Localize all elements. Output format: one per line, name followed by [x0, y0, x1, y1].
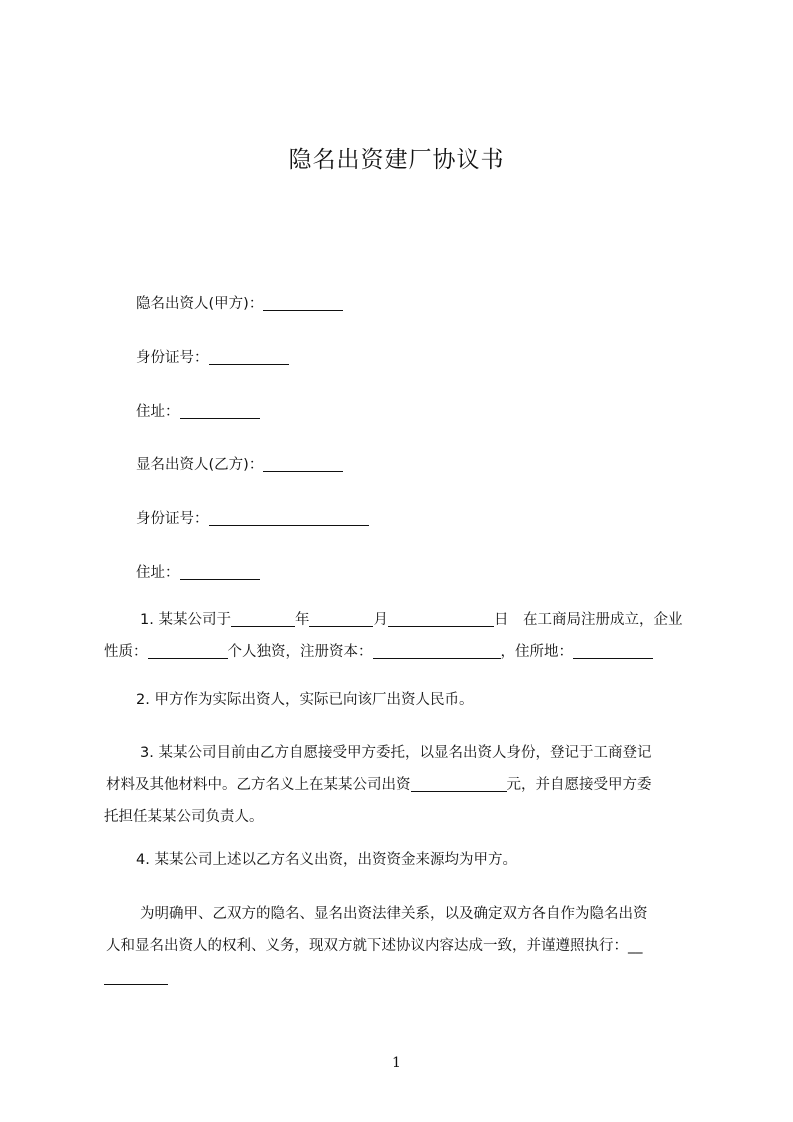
- party-a-id-label: 身份证号：: [136, 350, 209, 366]
- clause-1-text-a: 1. 某某公司于: [140, 612, 231, 628]
- year-label: 年: [294, 612, 310, 628]
- nature-label: 性质：: [104, 644, 148, 660]
- party-a-address-blank[interactable]: [180, 403, 260, 419]
- clause-2: [104, 684, 714, 716]
- party-b-address-label: 住址：: [136, 565, 180, 581]
- capital-label: 个人独资，注册资本：: [227, 644, 373, 660]
- clause-3-text-b: 材料及其他材料中。乙方名义上在某某公司出资: [106, 777, 411, 793]
- residence-blank[interactable]: [573, 643, 653, 659]
- clause-3: [104, 737, 714, 833]
- party-b-label: 显名出资人(乙方)：: [136, 457, 264, 473]
- clause-1-row-1: [104, 604, 714, 636]
- clause-4-text: 4. 某某公司上述以乙方名义出资，出资资金来源均为甲方。: [136, 852, 517, 868]
- clause-1-text-d: 日 在工商局注册成立，企业: [493, 612, 683, 628]
- year-blank[interactable]: [231, 611, 295, 627]
- month-label: 月: [373, 612, 388, 628]
- clause-3-text-c: 元，并自愿接受甲方委: [506, 777, 652, 793]
- capital-blank[interactable]: [373, 643, 501, 659]
- closing-row-2: 人和显名出资人的权利、义务，现双方就下述协议内容达成一致，并谨遵照执行：__: [106, 938, 643, 954]
- party-b-name-blank[interactable]: [263, 456, 343, 472]
- party-a-name-blank[interactable]: [263, 295, 343, 311]
- page-number: 1: [392, 1055, 401, 1071]
- contribution-blank[interactable]: [411, 776, 507, 792]
- party-a-address-label: 住址：: [136, 404, 180, 420]
- closing-row-1: 为明确甲、乙双方的隐名、显名出资法律关系，以及确定双方各自作为隐名出资: [140, 906, 648, 922]
- party-b-id-label: 身份证号：: [136, 511, 209, 527]
- clause-2-text: 2. 甲方作为实际出资人，实际已向该厂出资人民币。: [136, 692, 474, 708]
- closing-row-3: [104, 962, 714, 994]
- day-blank[interactable]: [388, 611, 494, 627]
- clause-3-row-2: [104, 769, 714, 801]
- document-title: 隐名出资建厂协议书: [288, 147, 505, 173]
- party-b-address-blank[interactable]: [180, 564, 260, 580]
- party-a-name-line: [136, 292, 343, 313]
- clause-3-row-3: 托担任某某公司负责人。: [104, 809, 264, 825]
- closing-blank[interactable]: [104, 969, 168, 985]
- party-b-id-line: [136, 507, 369, 528]
- party-a-id-line: [136, 346, 289, 367]
- month-blank[interactable]: [309, 611, 373, 627]
- clause-4: [104, 844, 714, 876]
- residence-label: ，住所地：: [500, 644, 573, 660]
- party-a-id-blank[interactable]: [209, 349, 289, 365]
- party-b-name-line: [136, 453, 343, 474]
- clause-1: [104, 604, 714, 668]
- party-a-address-line: [136, 400, 260, 421]
- party-b-address-line: [136, 561, 260, 582]
- nature-blank[interactable]: [148, 643, 228, 659]
- party-b-id-blank[interactable]: [209, 510, 369, 526]
- clause-3-row-1: 3. 某某公司目前由乙方自愿接受甲方委托，以显名出资人身份，登记于工商登记: [140, 745, 652, 761]
- party-a-label: 隐名出资人(甲方)：: [136, 296, 264, 312]
- closing-paragraph: [104, 898, 714, 994]
- clause-1-row-2: [104, 636, 714, 668]
